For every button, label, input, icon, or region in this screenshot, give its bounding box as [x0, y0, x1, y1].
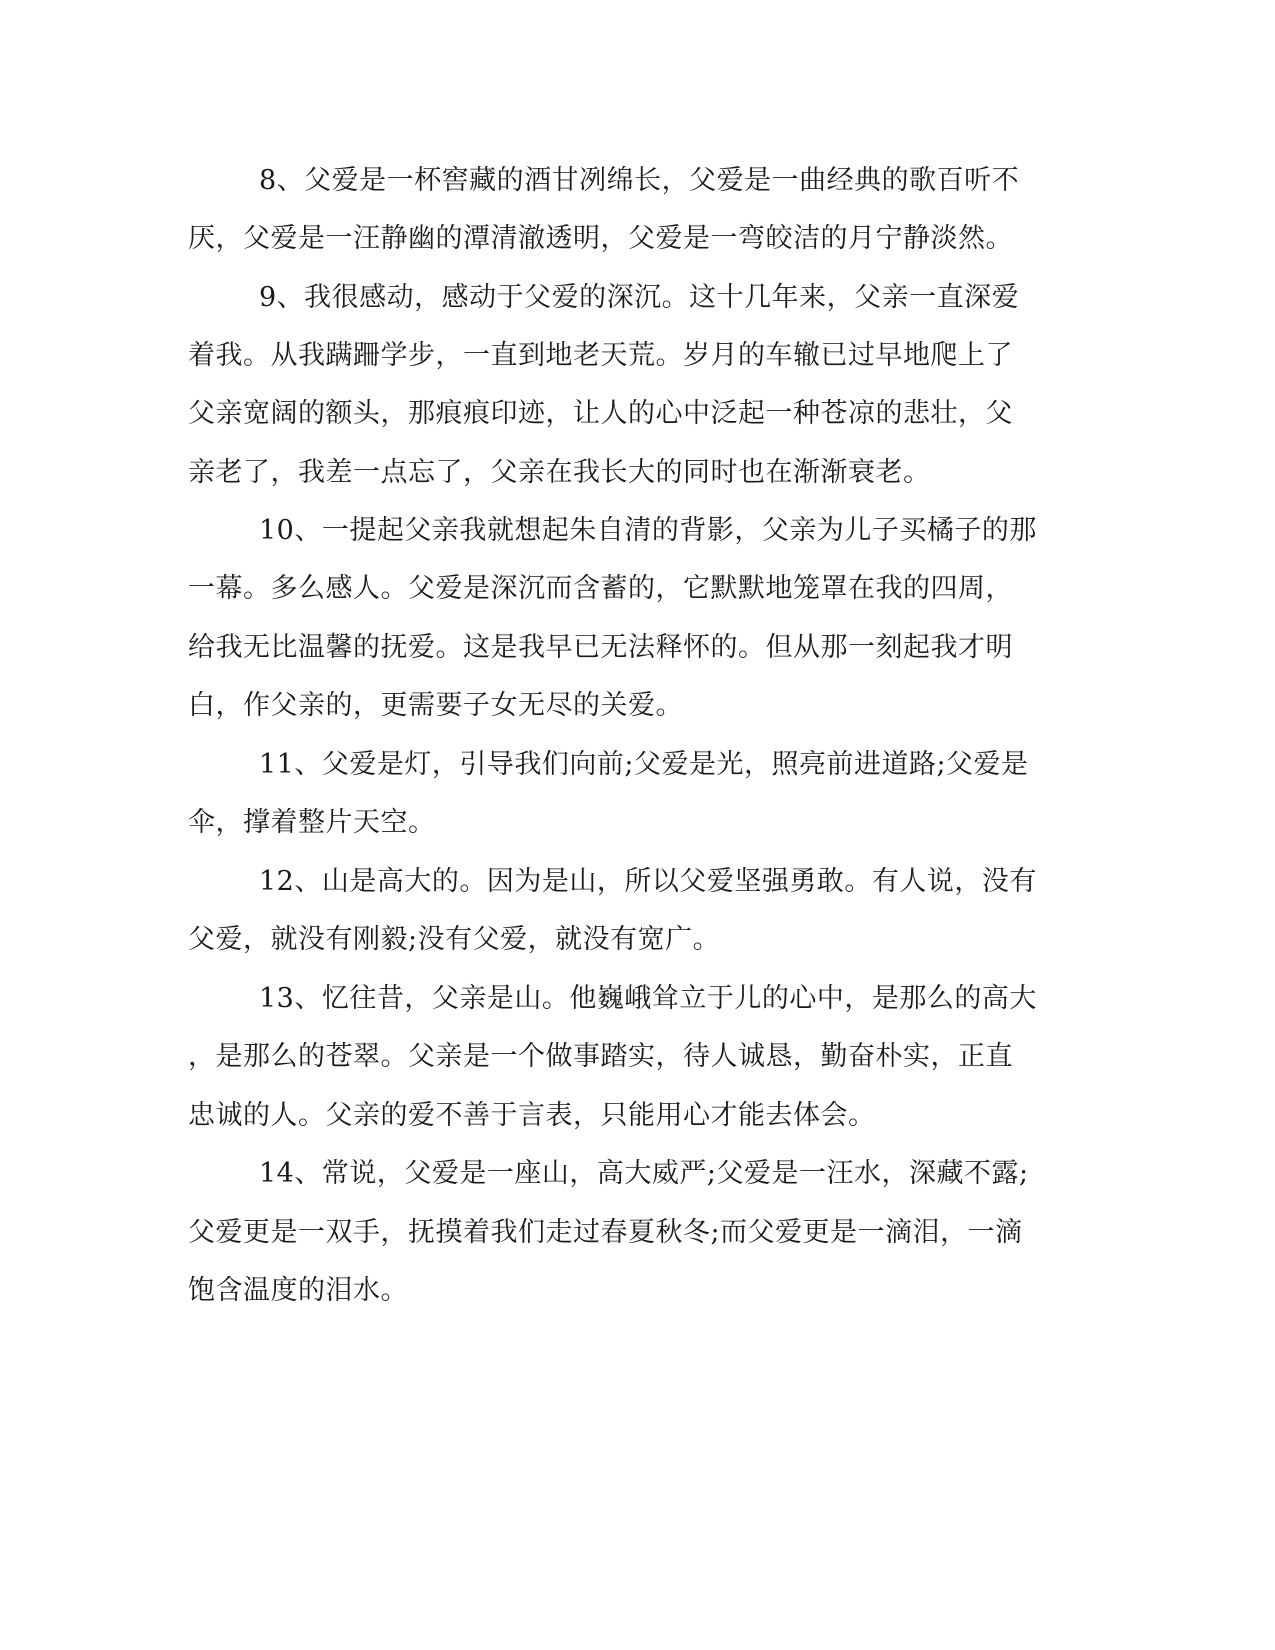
- paragraph-8-line-2: 厌，父爱是一汪静幽的潭清澈透明，父爱是一弯皎洁的月宁静淡然。: [188, 223, 1013, 254]
- paragraph-11-line-2: 伞，撑着整片天空。: [188, 807, 436, 838]
- paragraph-12-line-1: 12、山是高大的。因为是山，所以父爱坚强勇敢。有人说，没有: [259, 866, 1037, 897]
- paragraph-11-line-1: 11、父爱是灯，引导我们向前;父爱是光，照亮前进道路;父爱是: [259, 749, 1029, 780]
- paragraph-13-line-3: 忠诚的人。父亲的爱不善于言表，只能用心才能去体会。: [188, 1100, 876, 1131]
- paragraph-14-line-3: 饱含温度的泪水。: [188, 1275, 408, 1306]
- paragraph-10-line-4: 白，作父亲的，更需要子女无尽的关爱。: [188, 690, 683, 721]
- paragraph-9-line-4: 亲老了，我差一点忘了，父亲在我长大的同时也在渐渐衰老。: [188, 457, 931, 488]
- paragraph-9-line-3: 父亲宽阔的额头，那痕痕印迹，让人的心中泛起一种苍凉的悲壮，父: [188, 398, 1013, 429]
- paragraph-12-line-2: 父爱，就没有刚毅;没有父爱，就没有宽广。: [188, 924, 721, 955]
- paragraph-13-line-1: 13、忆往昔，父亲是山。他巍峨耸立于儿的心中，是那么的高大: [259, 983, 1037, 1014]
- paragraph-8-line-1: 8、父爱是一杯窖藏的酒甘冽绵长，父爱是一曲经典的歌百听不: [259, 165, 1020, 196]
- paragraph-14-line-2: 父爱更是一双手，抚摸着我们走过春夏秋冬;而父爱更是一滴泪，一滴: [188, 1217, 1023, 1248]
- paragraph-9-line-2: 着我。从我蹒跚学步，一直到地老天荒。岁月的车辙已过早地爬上了: [188, 340, 1013, 371]
- paragraph-10-line-3: 给我无比温馨的抚爱。这是我早已无法释怀的。但从那一刻起我才明: [188, 632, 1013, 663]
- paragraph-10-line-1: 10、一提起父亲我就想起朱自清的背影，父亲为儿子买橘子的那: [259, 515, 1037, 546]
- paragraph-10-line-2: 一幕。多么感人。父爱是深沉而含蓄的，它默默地笼罩在我的四周，: [188, 573, 1013, 604]
- paragraph-13-line-2: ，是那么的苍翠。父亲是一个做事踏实，待人诚恳，勤奋朴实，正直: [188, 1041, 1013, 1072]
- paragraph-14-line-1: 14、常说，父爱是一座山，高大威严;父爱是一汪水，深藏不露;: [259, 1158, 1029, 1189]
- paragraph-9-line-1: 9、我很感动，感动于父爱的深沉。这十几年来，父亲一直深爱: [259, 282, 1020, 313]
